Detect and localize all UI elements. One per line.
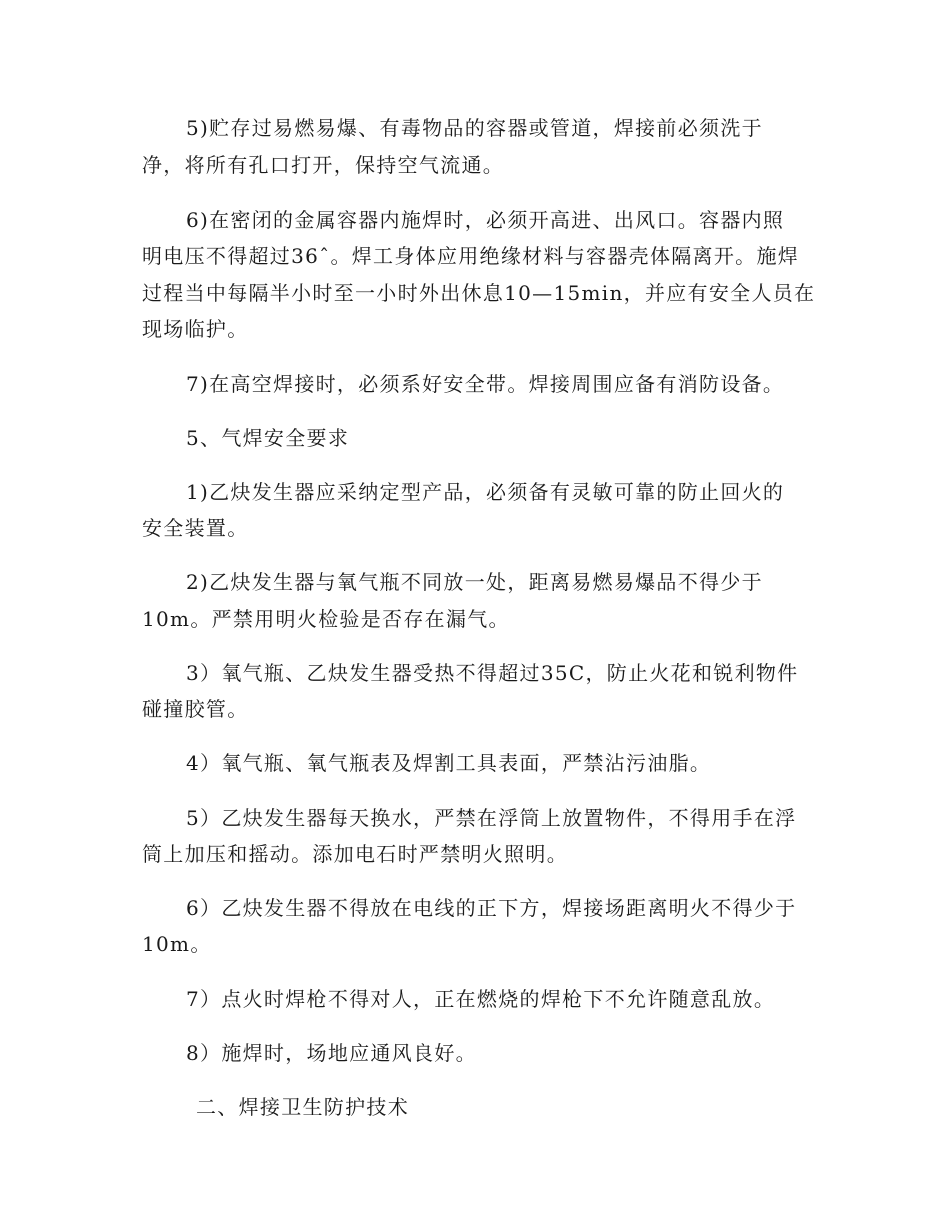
paragraph-line: 8）施焊时，场地应通风良好。 [186,1041,477,1065]
paragraph-line: 明电压不得超过36ˆ。焊工身体应用绝缘材料与容器壳体隔离开。施焊 [142,244,800,268]
paragraph-line: 10m。 [142,932,212,956]
paragraph-line: 1)乙炔发生器应采纳定型产品，必须备有灵敏可靠的防止回火的 [186,480,785,504]
paragraph-line: 5）乙炔发生器每天换水，严禁在浮筒上放置物件，不得用手在浮 [186,806,797,830]
paragraph-line: 过程当中每隔半小时至一小时外出休息10—15min，并应有安全人员在 [142,281,816,305]
paragraph-line: 7）点火时焊枪不得对人，正在燃烧的焊枪下不允许随意乱放。 [186,987,776,1011]
paragraph-line: 碰撞胶管。 [142,697,249,721]
section-heading: 5、气焊安全要求 [186,426,350,450]
paragraph-line: 5)贮存过易燃易爆、有毒物品的容器或管道，焊接前必须洗于 [186,116,763,140]
paragraph-line: 7)在高空焊接时，必须系好安全带。焊接周围应备有消防设备。 [186,372,785,396]
paragraph-line: 4）氧气瓶、氧气瓶表及焊割工具表面，严禁沾污油脂。 [186,751,712,775]
paragraph-line: 净，将所有孔口打开，保持空气流通。 [142,153,505,177]
paragraph-line: 6）乙炔发生器不得放在电线的正下方，焊接场距离明火不得少于 [186,896,797,920]
section-heading: 二、焊接卫生防护技术 [196,1095,409,1119]
paragraph-line: 现场临护。 [142,317,249,341]
paragraph-line: 3）氧气瓶、乙炔发生器受热不得超过35C，防止火花和锐利物件 [186,661,799,685]
paragraph-line: 安全装置。 [142,516,249,540]
paragraph-line: 10m。严禁用明火检验是否存在漏气。 [142,607,510,631]
paragraph-line: 6)在密闭的金属容器内施焊时，必须开高进、出风口。容器内照 [186,208,785,232]
paragraph-line: 筒上加压和摇动。添加电石时严禁明火照明。 [142,842,568,866]
paragraph-line: 2)乙炔发生器与氧气瓶不同放一处，距离易燃易爆品不得少于 [186,570,763,594]
